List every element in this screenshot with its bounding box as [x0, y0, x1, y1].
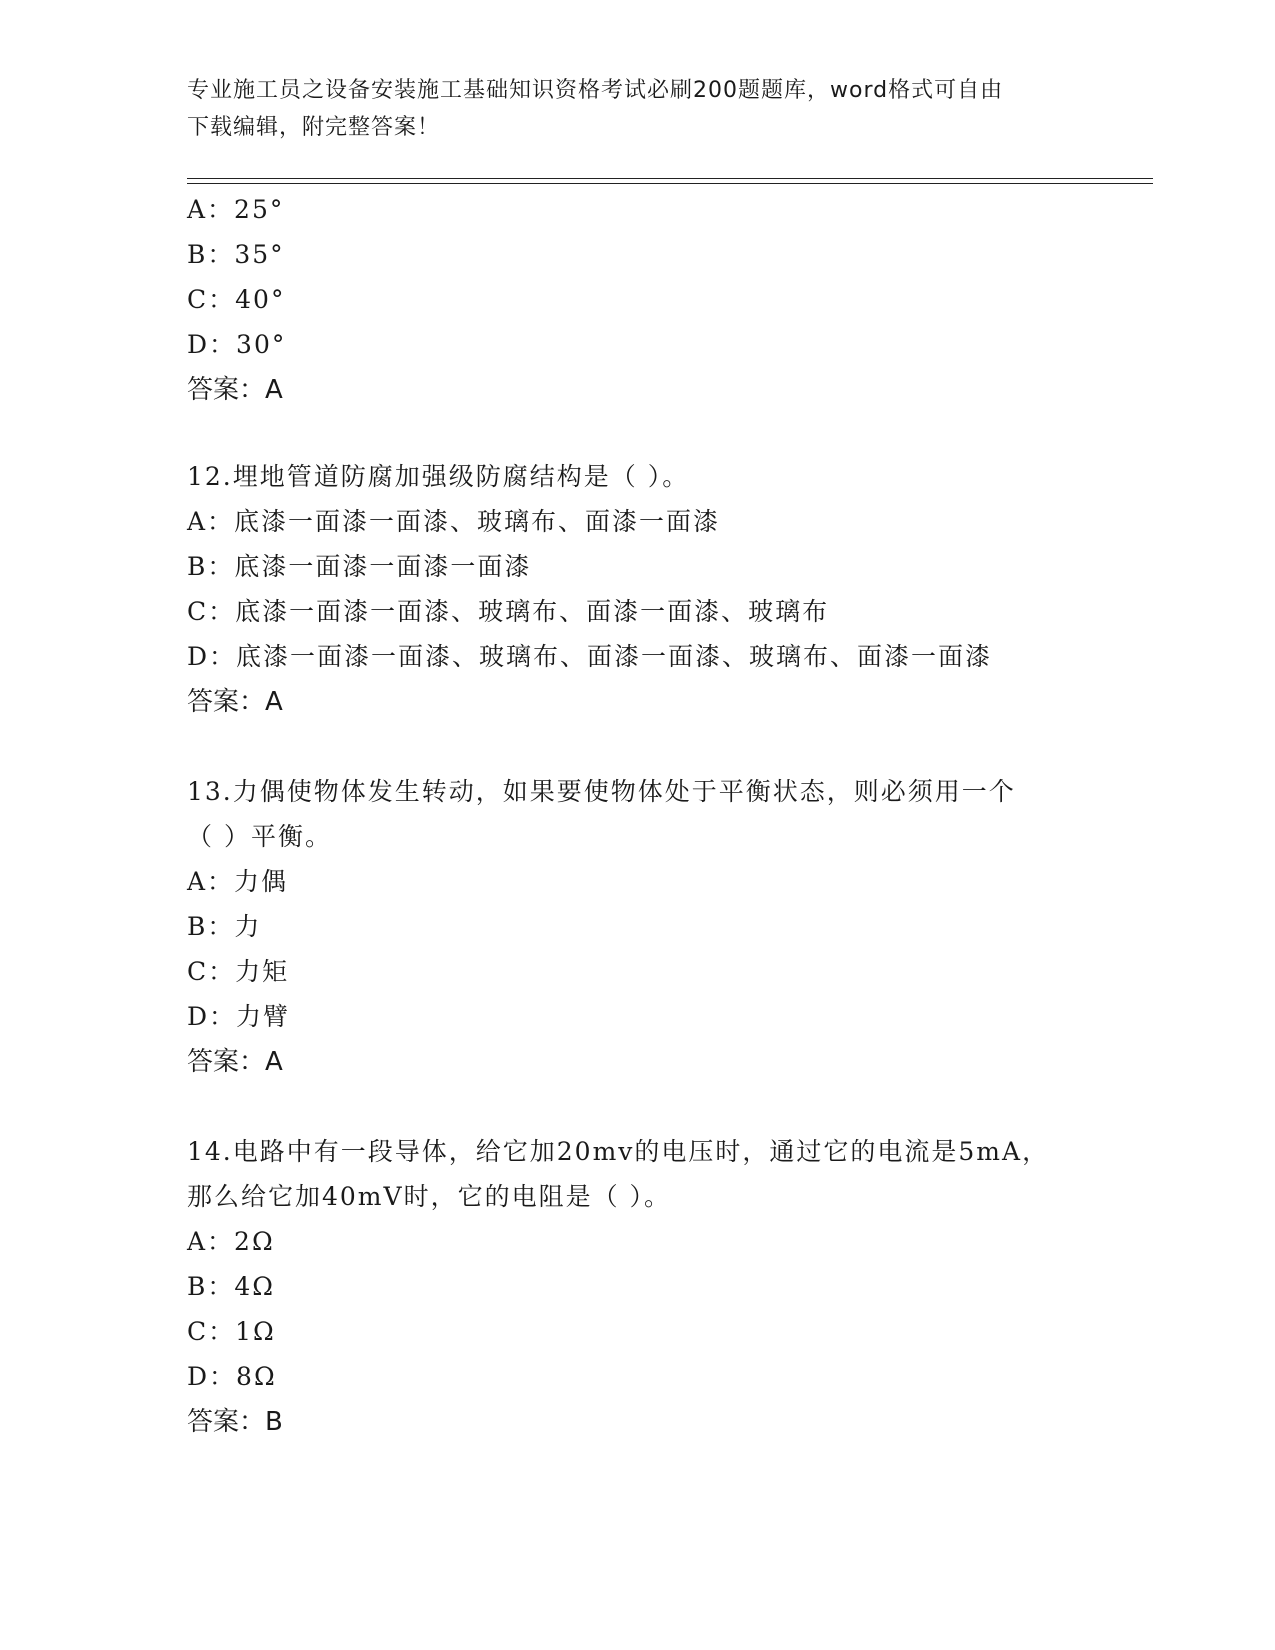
q13-option-d: D：力臂	[187, 1002, 291, 1031]
q12-option-d: D：底漆一面漆一面漆、玻璃布、面漆一面漆、玻璃布、面漆一面漆	[187, 642, 993, 671]
header-line: 专业施工员之设备安装施工基础知识资格考试必刷200题题库，word格式可自由	[187, 78, 1004, 103]
q14-stem: 14.电路中有一段导体，给它加20mv的电压时，通过它的电流是5mA，	[187, 1137, 1050, 1166]
q13-option-c: C：力矩	[187, 957, 290, 986]
q14-option-c: C：1Ω	[187, 1317, 276, 1346]
q11-option-a: A：25°	[187, 195, 285, 224]
q14-option-b: B：4Ω	[187, 1272, 276, 1301]
q12-answer: 答案：A	[187, 687, 283, 717]
q14-option-a: A：2Ω	[187, 1227, 275, 1256]
q12-option-b: B：底漆一面漆一面漆一面漆	[187, 552, 532, 581]
q12-stem: 12.埋地管道防腐加强级防腐结构是（ ）。	[187, 462, 690, 491]
q13-stem-continued: （ ）平衡。	[187, 822, 332, 851]
document-header	[187, 72, 1087, 146]
q14-option-d: D：8Ω	[187, 1362, 277, 1391]
q12-option-c: C：底漆一面漆一面漆、玻璃布、面漆一面漆、玻璃布	[187, 597, 830, 626]
q11-option-c: C：40°	[187, 285, 286, 314]
q12-option-a: A：底漆一面漆一面漆、玻璃布、面漆一面漆	[187, 507, 721, 536]
q11-answer: 答案：A	[187, 375, 283, 405]
q13-option-b: B：力	[187, 912, 262, 941]
q13-option-a: A：力偶	[187, 867, 289, 896]
q14-stem-continued: 那么给它加40mV时，它的电阻是（ ）。	[187, 1182, 672, 1211]
header-line: 下载编辑，附完整答案！	[187, 115, 441, 140]
q13-answer: 答案：A	[187, 1047, 283, 1077]
q14-answer: 答案：B	[187, 1407, 283, 1437]
header-divider	[187, 183, 1153, 184]
q11-option-b: B：35°	[187, 240, 285, 269]
q13-stem: 13.力偶使物体发生转动，如果要使物体处于平衡状态，则必须用一个	[187, 777, 1016, 806]
header-divider	[187, 178, 1153, 179]
q11-option-d: D：30°	[187, 330, 287, 359]
